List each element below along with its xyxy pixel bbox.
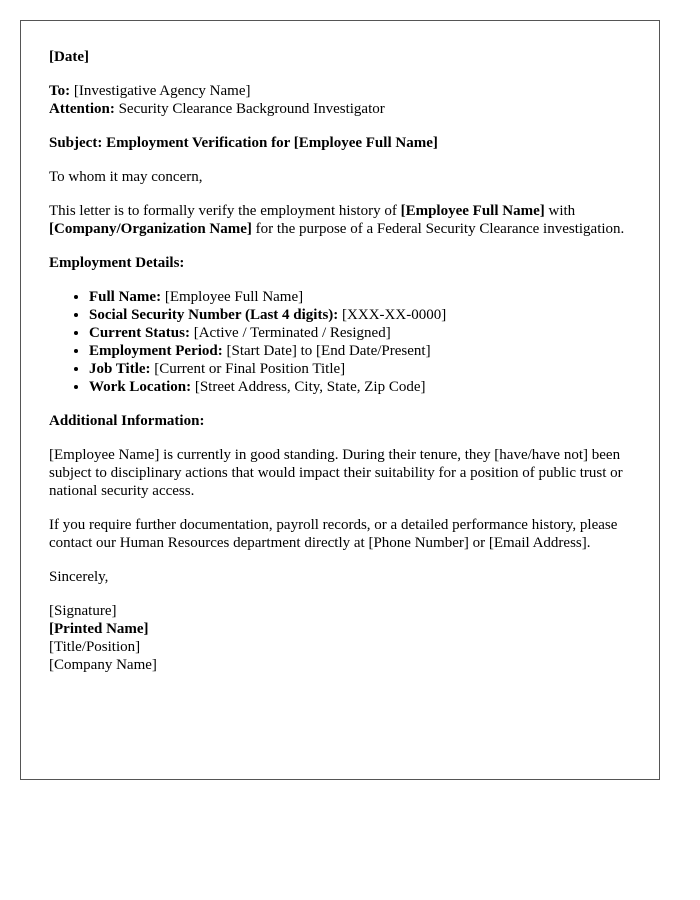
attention-label: Attention: bbox=[49, 101, 115, 117]
signer-title: [Title/Position] bbox=[49, 639, 141, 655]
letter-date: [Date] bbox=[49, 49, 89, 65]
detail-full-name: • Full Name: [Employee Full Name] bbox=[89, 288, 631, 306]
intro-company-name: [Company/Organization Name] bbox=[49, 221, 252, 237]
signature-block bbox=[49, 602, 631, 674]
detail-employment-period: • Employment Period: [Start Date] to [End Date/Present] bbox=[89, 342, 631, 360]
intro-employee-name: [Employee Full Name] bbox=[400, 203, 545, 219]
attention-value: Security Clearance Background Investigator bbox=[114, 101, 385, 117]
closing: Sincerely, bbox=[49, 569, 109, 585]
additional-info-paragraph: [Employee Name] is currently in good standing. During their tenure, they [have/have not] been subject to disciplinary actions that would impact their suitability for a position of public trust or national security access. bbox=[49, 447, 623, 499]
detail-current-status: • Current Status: [Active / Terminated / Resigned] bbox=[89, 324, 631, 342]
signature: [Signature] bbox=[49, 603, 117, 619]
detail-work-location: • Work Location: [Street Address, City, State, Zip Code] bbox=[89, 378, 631, 396]
signer-company: [Company Name] bbox=[49, 657, 157, 673]
additional-info-heading: Additional Information: bbox=[49, 413, 205, 429]
employment-details-heading: Employment Details: bbox=[49, 255, 185, 271]
subject-line: Subject: Employment Verification for [Employee Full Name] bbox=[49, 135, 438, 151]
to-value: [Investigative Agency Name] bbox=[70, 83, 251, 99]
detail-job-title: • Job Title: [Current or Final Position Title] bbox=[89, 360, 631, 378]
intro-paragraph: This letter is to formally verify the employment history of [Employee Full Name] with [Company/Organization Name] for the purpose of a Federal Security Clearance investigation. bbox=[49, 203, 625, 237]
detail-ssn: • Social Security Number (Last 4 digits): [XXX-XX-0000] bbox=[89, 306, 631, 324]
contact-paragraph: If you require further documentation, payroll records, or a detailed performance history, please contact our Human Resources department directly at [Phone Number] or [Email Address]. bbox=[49, 517, 618, 551]
to-label: To: bbox=[49, 83, 71, 99]
employment-details-list bbox=[49, 288, 631, 396]
letter-page bbox=[20, 20, 660, 780]
recipient-block bbox=[49, 82, 631, 118]
greeting: To whom it may concern, bbox=[49, 169, 203, 185]
printed-name: [Printed Name] bbox=[49, 621, 149, 637]
